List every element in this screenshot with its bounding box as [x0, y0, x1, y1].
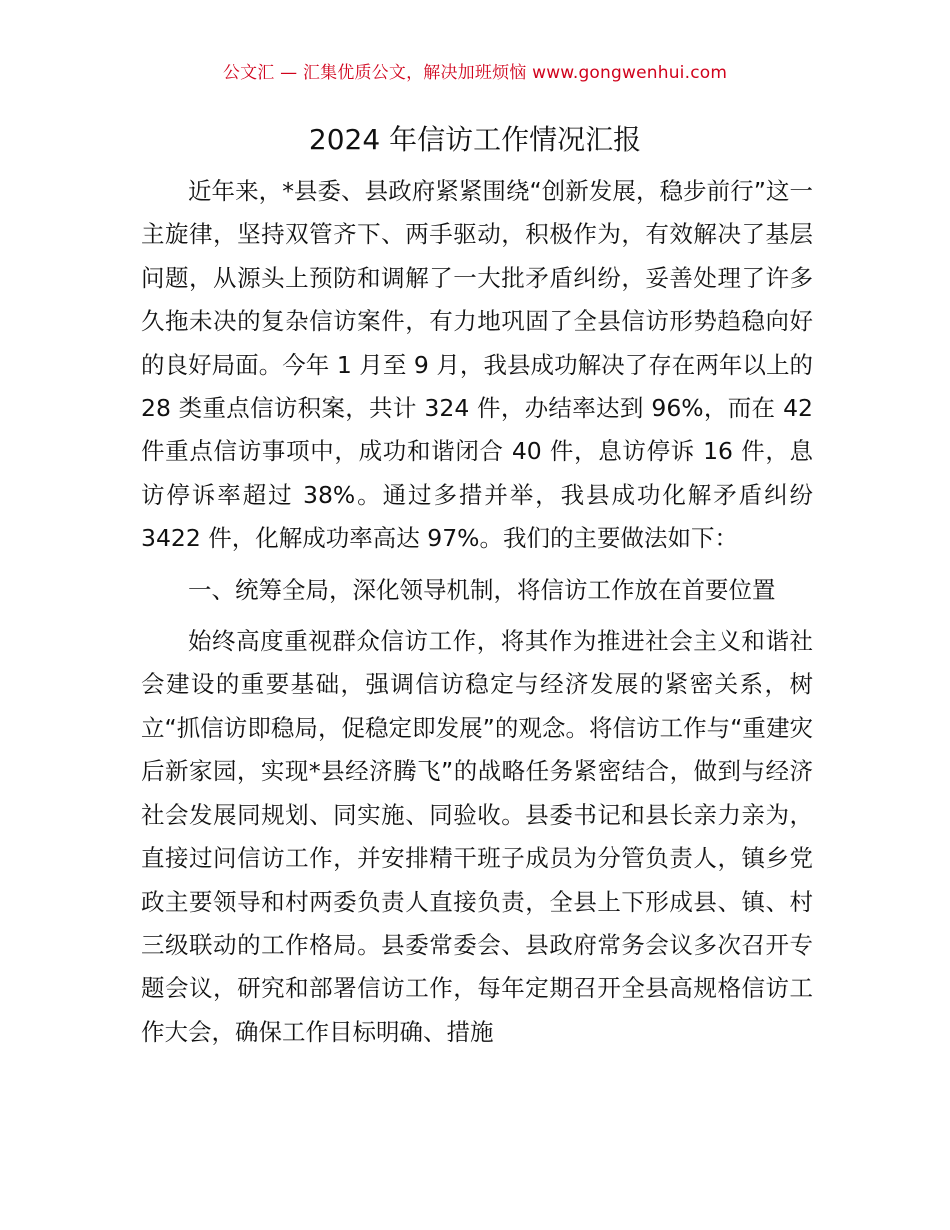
section-paragraph: 始终高度重视群众信访工作，将其作为推进社会主义和谐社会建设的重要基础，强调信访稳定与经济发展的紧密关系，树立“抓信访即稳局，促稳定即发展”的观念。将信访工作与“重建灾后新家园，实现*县经济腾飞”的战略任务紧密结合，做到与经济社会发展同规划、同实施、同验收。县委书记和县长亲力亲为，直接过问信访工作，并安排精干班子成员为分管负责人，镇乡党政主要领导和村两委负责人直接负责，全县上下形成县、镇、村三级联动的工作格局。县委常委会、县政府常务会议多次召开专题会议，研究和部署信访工作，每年定期召开全县高规格信访工作大会，确保工作目标明确、措施: [141, 627, 813, 1046]
document-title: 2024 年信访工作情况汇报: [308, 123, 642, 156]
site-banner: 公文汇 — 汇集优质公文，解决加班烦恼 www.gongwenhui.com: [222, 63, 728, 83]
intro-paragraph: 近年来，*县委、县政府紧紧围绕“创新发展，稳步前行”这一主旋律，坚持双管齐下、两手驱动，积极作为，有效解决了基层问题，从源头上预防和调解了一大批矛盾纠纷，妥善处理了许多久拖未决的复杂信访案件，有力地巩固了全县信访形势趋稳向好的良好局面。今年 1 月至 9 月，我县成功解决了存在两年以上的 28 类重点信访积案，共计 324 件，办结率达到 96%，而在 42 件重点信访事项中，成功和谐闭合 40 件，息访停诉 16 件，息访停诉率超过 38%。通过多措并举，我县成功化解矛盾纠纷 3422 件，化解成功率高达 97%。我们的主要做法如下：: [141, 177, 813, 553]
section-heading: 一、统筹全局，深化领导机制，将信访工作放在首要位置: [188, 575, 776, 604]
document-body: [141, 170, 813, 1054]
